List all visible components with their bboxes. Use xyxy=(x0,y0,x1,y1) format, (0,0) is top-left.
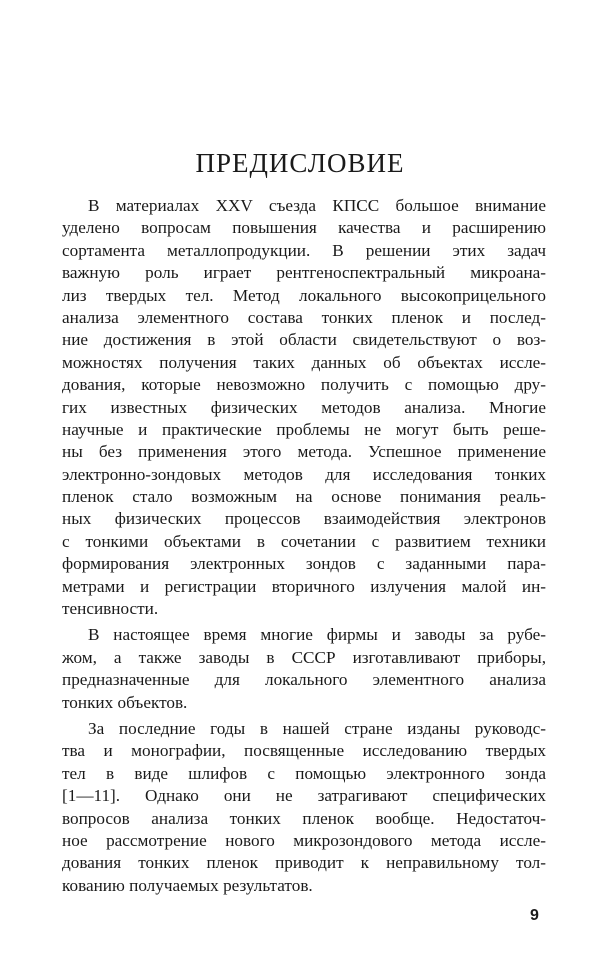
text-line: электронно-зондовых методов для исследования тонких xyxy=(62,464,546,484)
text-line: сортамента металлопродукции. В решении этих задач xyxy=(62,240,546,260)
text-line: с тонкими объектами в сочетании с развитием техники xyxy=(62,531,546,551)
text-line: жом, а также заводы в СССР изготавливают приборы, xyxy=(62,647,546,667)
text-line: В материалах XXV съезда КПСС большое внимание xyxy=(88,196,546,215)
text-line: ных физических процессов взаимодействия электронов xyxy=(62,509,546,529)
text-line: тел в виде шлифов с помощью электронного зонда xyxy=(62,763,546,783)
text-line: тонких объектов. xyxy=(62,692,188,712)
text-line: ние достижения в этой области свидетельствуют о воз- xyxy=(62,330,546,350)
text-line: В настоящее время многие фирмы и заводы за рубе- xyxy=(88,625,546,645)
text-line: пленок стало возможным на основе понимания реаль- xyxy=(62,487,546,507)
text-line: метрами и регистрации вторичного излучения малой ин- xyxy=(62,576,546,596)
text-line: За последние годы в нашей стране изданы руководс- xyxy=(88,718,546,738)
text-line: важную роль играет рентгеноспектральный микроана- xyxy=(62,263,546,283)
page-title: ПРЕДИСЛОВИЕ xyxy=(195,148,405,178)
text-line: можностях получения таких данных об объектах иссле- xyxy=(62,352,546,372)
text-line: гих известных физических методов анализа. Многие xyxy=(62,397,546,417)
text-line: ное рассмотрение нового микрозондового метода иссле- xyxy=(62,830,546,850)
text-line: научные и практические проблемы не могут быть реше- xyxy=(62,419,546,439)
text-line: кованию получаемых результатов. xyxy=(62,875,313,895)
text-line: дования, которые невозможно получить с помощью дру- xyxy=(62,375,546,395)
text-line: лиз твердых тел. Метод локального высокоприцельного xyxy=(62,285,546,305)
text-line: вопросов анализа тонких пленок вообще. Недостаточ- xyxy=(62,808,546,828)
text-line: уделено вопросам повышения качества и расширению xyxy=(62,218,546,238)
page-number: 9 xyxy=(530,907,539,924)
text-line: анализа элементного состава тонких пленок и послед- xyxy=(62,307,546,327)
preface-text xyxy=(62,195,546,897)
text-line: ны без применения этого метода. Успешное применение xyxy=(62,442,546,462)
text-line: дования тонких пленок приводит к неправильному тол- xyxy=(62,853,546,873)
text-line: [1—11]. Однако они не затрагивают специфических xyxy=(62,786,546,806)
text-line: тва и монографии, посвященные исследованию твердых xyxy=(62,741,546,761)
text-line: предназначенные для локального элементного анализа xyxy=(62,670,546,690)
text-line: формирования электронных зондов с заданными пара- xyxy=(62,554,546,574)
text-line: тенсивности. xyxy=(62,599,159,619)
